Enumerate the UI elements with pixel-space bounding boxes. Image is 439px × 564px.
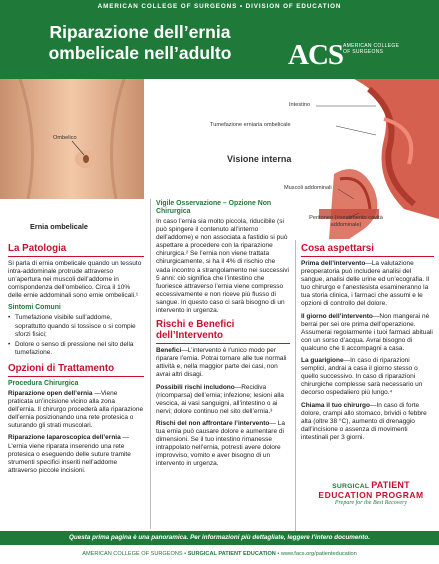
pathology-heading: La Patologia — [8, 243, 144, 257]
watchful-waiting-text: In caso l’ernia sia molto piccola, riducibile (si può spingere il contenuto all’interno dell’addome) e non associata a fastidio si può aspettare a procedere con la riparazione chirurgica.² Se l’ernia non viene trattata chirurgicamente, si ha il 4% di rischio che vada incontro a strangolamento nei successivi 5 anni: ciò significa che l’intestino che fuoriesce attraverso l’ernia viene compresso eccessivamente e non riceve più flusso di sangue. In questo caso ci sarà bisogno di un intervento in urgenza. — [156, 218, 289, 315]
surgery-day-text: Il giorno dell’intervento—Non mangerai né berrai per sei ore prima dell’operazione. Assumerai regolarmente i tuoi farmaci abituali con un sorso d’acqua. Avrai bisogno di qualcuno che ti accompagni a casa. — [301, 312, 433, 352]
surgical-procedure-heading: Procedura Chirurgica — [8, 379, 79, 387]
website-link[interactable]: • www.facs.org/patienteducation — [275, 551, 357, 557]
page-title: Riparazione dell’ernia ombelicale nell’adulto — [48, 22, 232, 63]
laparoscopic-repair-text: Riparazione laparoscopica dell’ernia —L’ernia viene riparata inserendo una rete protesica o eseguendo delle suture tramite strumenti specifici inseriti nell’addome attraverso piccole incisioni. — [8, 434, 131, 474]
acs-logo: ACS — [288, 39, 344, 71]
column-divider-right — [295, 240, 296, 532]
symptom-item: • Dolore o senso di pressione nel sito della tumefazione. — [8, 341, 144, 357]
title-banner — [0, 13, 439, 79]
left-column — [8, 243, 144, 479]
symptoms-heading: Sintomi Comuni — [8, 304, 61, 312]
right-column — [301, 243, 434, 446]
column-divider-left — [150, 199, 151, 529]
benefits-text: Benefici—L’intervento è l’unico modo per riparare l’ernia. Potrai tornare alle tue normali attività e, nella maggior parte dei casi, non avrai altri disagi. — [156, 347, 287, 379]
before-surgery-text: Prima dell’intervento—La valutazione preoperatoria può includere analisi del sangue, analisi delle urine ed un’ecografia. Il tuo chirurgo e l’anestesista esamineranno la tua storia clinica, i farmaci che assumi e le opzioni di controllo del dolore. — [301, 260, 430, 308]
internal-view-label: Visione interna — [227, 154, 292, 164]
org-bar: AMERICAN COLLEGE OF SURGEONS • DIVISION OF EDUCATION — [0, 0, 439, 13]
symptoms-list — [8, 314, 144, 356]
recovery-text: La guarigione—In caso di riparazioni semplici, andrai a casa il giorno stesso o quello successivo. In caso di riparazioni chirurgiche complesse sarà necessario un decorso ospedaliero più lungo.⁴ — [301, 357, 423, 397]
middle-column — [156, 200, 290, 472]
risks-benefits-heading: Rischi e Benefici dell’Intervento — [156, 319, 290, 344]
overview-notice-bar: Questa prima pagina è una panoramica. Per informazioni più dettagliate, leggere l’intero documento. — [0, 531, 439, 545]
patient-education-logo: SURGICAL PATIENT EDUCATION PROGRAM Prepare for the Best Recovery — [318, 480, 424, 506]
hernia-sac-label: Tumefazione erniaria ombelicale — [210, 122, 291, 128]
call-surgeon-text: Chiama il tuo chirurgo—In caso di forte dolore, crampi allo stomaco, brividi o febbre alta (oltre 38 °C), aumento di drenaggio dall’incisione o assenza di movimenti intestinali per 3 giorni. — [301, 401, 427, 441]
risks-text: Possibili rischi includono—Recidiva (ricomparsa) dell’ernia; infezione; lesioni alla vescica, ai vasi sanguigni, all’intestino o ai nervi; dolore continuo nel sito dell’ernia.³ — [156, 383, 284, 415]
intestine-label: Intestino — [289, 102, 311, 108]
figure-caption-left: Ernia ombelicale — [30, 222, 88, 231]
symptom-item: • Tumefazione visibile sull’addome, soprattutto quando si tossisce o si compie sforzi fisici; — [8, 314, 144, 338]
treatment-heading: Opzioni di Trattamento — [8, 363, 144, 377]
open-repair-text: Riparazione open dell’ernia —Viene praticata un’incisione vicino alla zona dell’ernia. Il chirurgo procederà alla riparazione dell’ernia posizionando una rete protesica o suturando gli strati muscolari. — [8, 389, 144, 430]
no-surgery-risks-text: Rischi del non affrontare l’intervento— La tua ernia può causare dolore e aumentare di dimensioni. Se il tuo intestino rimanesse intrappolato nell’ernia, potresti avere dolore improvviso, vomito e aver bisogno di un intervento in urgenza. — [156, 419, 285, 468]
footer: AMERICAN COLLEGE OF SURGEONS • SURGICAL PATIENT EDUCATION • www.facs.org/patienteducation — [82, 551, 357, 557]
umbilicus-label: Ombelico — [53, 135, 77, 141]
acs-logo-subtitle: AMERICAN COLLEGE OF SURGEONS — [343, 43, 400, 55]
peritoneum-label: Peritoneo (rivestimento cavità addominale) — [309, 215, 383, 228]
watchful-waiting-heading: Vigile Osservazione – Opzione Non Chirurgica — [156, 200, 272, 215]
what-to-expect-heading: Cosa aspettarsi — [301, 243, 434, 257]
abdomen-illustration — [0, 79, 144, 199]
muscles-label: Muscoli addominali — [284, 185, 332, 191]
pathology-text: Si parla di ernia ombelicale quando un tessuto intra-addominale protrude attraverso un’apertura nei muscoli dell’addome in corrispondenza dell’ombelico. Circa il 10% delle ernie addominali sono ernie ombelicali.¹ — [8, 260, 142, 300]
